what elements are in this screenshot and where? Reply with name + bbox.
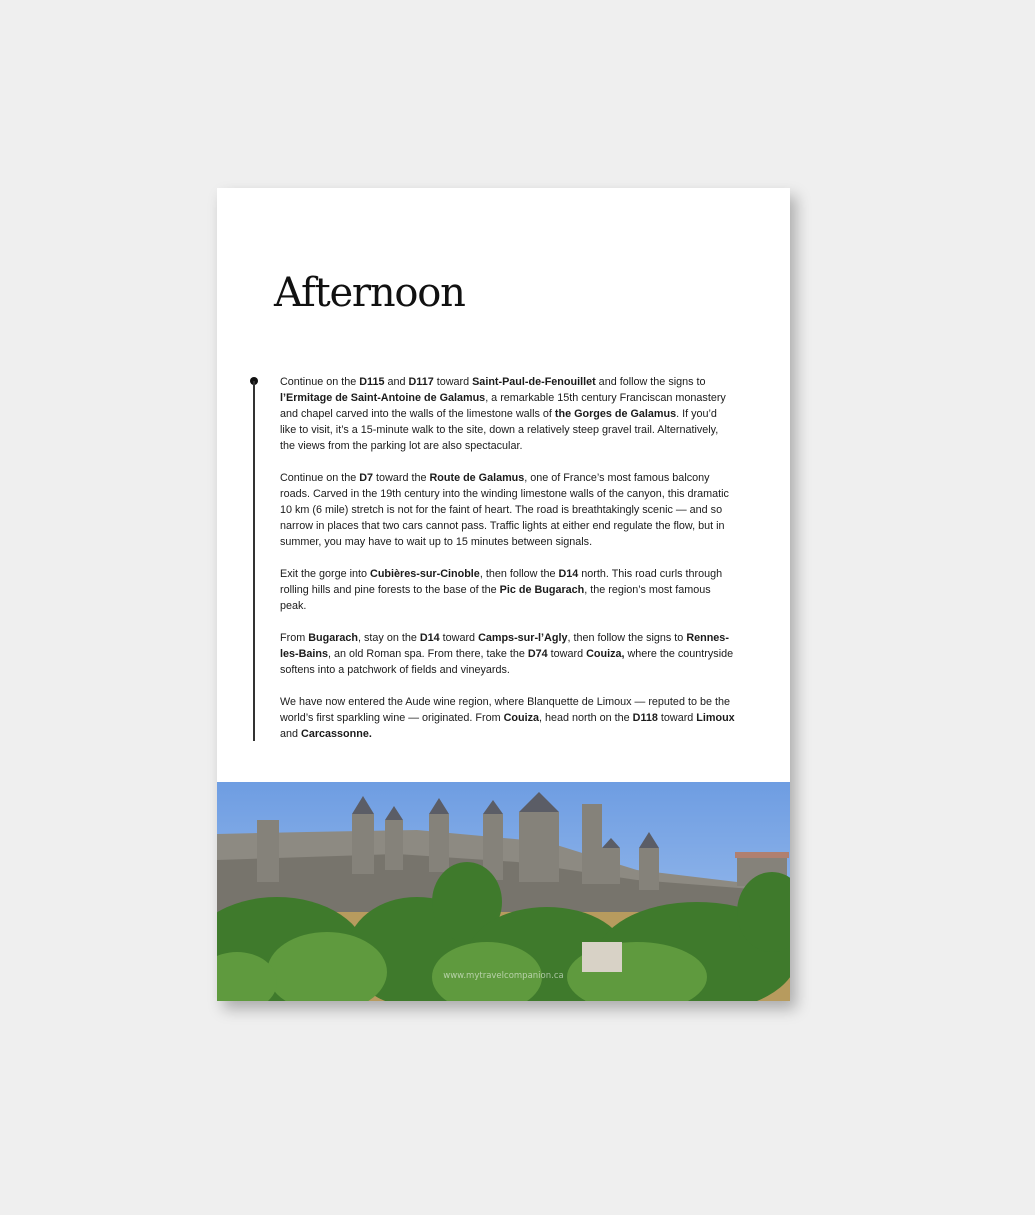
photo-watermark: www.mytravelcompanion.ca: [443, 971, 564, 981]
castle-photo: [217, 782, 790, 1001]
bold-text: D7: [359, 472, 374, 484]
bold-text: the Gorges de Galamus: [554, 408, 677, 420]
paragraph: [280, 470, 736, 550]
text-run: toward: [657, 712, 697, 724]
text-run: Continue on the: [280, 376, 360, 388]
text-run: . If you’d like to visit, it’s a 15-minute walk to the site, down a relatively steep gravel trail. Alternatively, the views from the parking lot are also spectacular.: [280, 408, 719, 452]
itinerary-text: [280, 374, 736, 758]
text-run: , the region’s most famous peak.: [280, 584, 711, 612]
text-run: toward: [433, 376, 473, 388]
paragraph: [280, 630, 736, 678]
text-run: and: [280, 728, 302, 740]
text-run: where the countryside softens into a patchwork of fields and vineyards.: [280, 648, 734, 676]
text-run: , then follow the signs to: [567, 632, 687, 644]
bold-text: Couiza,: [586, 648, 625, 660]
bold-text: Route de Galamus: [429, 472, 525, 484]
bold-text: Rennes-les-Bains: [280, 632, 729, 660]
bold-text: D74: [527, 648, 548, 660]
bold-text: Pic de Bugarach: [499, 584, 585, 596]
bold-text: Carcassonne.: [301, 728, 372, 740]
bold-text: Cubières-sur-Cinoble: [370, 568, 480, 580]
bold-text: D115: [359, 376, 385, 388]
text-run: Continue on the: [280, 472, 360, 484]
bold-text: D14: [558, 568, 579, 580]
text-run: From: [280, 632, 309, 644]
bold-text: Bugarach: [308, 632, 359, 644]
text-run: We have now entered the Aude wine region, where Blanquette de Limoux — reputed to be the world’s first sparkling wine — originated. From: [280, 696, 730, 724]
text-run: , one of France’s most famous balcony roads. Carved in the 19th century into the winding limestone walls of the canyon, this dramatic 10 km (6 mile) stretch is not for the faint of heart. The road is breathtakingly scenic — and so narrow in places that two cars cannot pass. Traffic lights at either end regulate the flow, but in summer, you may have to wait up to 15 minutes between signals.: [280, 472, 729, 548]
bold-text: D14: [419, 632, 440, 644]
timeline-line: [253, 381, 255, 741]
bold-text: Limoux: [696, 712, 735, 724]
paragraph: [280, 694, 736, 742]
text-run: , an old Roman spa. From there, take the: [328, 648, 528, 660]
text-run: north. This road curls through rolling hills and pine forests to the base of the: [280, 568, 723, 596]
bold-text: Camps-sur-l’Agly: [478, 632, 568, 644]
bold-text: l’Ermitage de Saint-Antoine de Galamus: [280, 392, 486, 404]
text-run: toward the: [373, 472, 430, 484]
document-page: [217, 188, 790, 1001]
text-run: , then follow the: [479, 568, 559, 580]
paragraph: [280, 374, 736, 454]
page-title: Afternoon: [274, 270, 465, 316]
text-run: and: [384, 376, 409, 388]
text-run: toward: [547, 648, 587, 660]
text-run: and follow the signs to: [595, 376, 706, 388]
text-run: toward: [439, 632, 479, 644]
text-run: , stay on the: [358, 632, 420, 644]
paragraph: [280, 566, 736, 614]
bold-text: D117: [408, 376, 434, 388]
text-run: , head north on the: [539, 712, 633, 724]
bold-text: Couiza: [503, 712, 540, 724]
bold-text: D118: [632, 712, 658, 724]
text-run: , a remarkable 15th century Franciscan monastery and chapel carved into the walls of the limestone walls of: [280, 392, 726, 420]
bold-text: Saint-Paul-de-Fenouillet: [472, 376, 596, 388]
text-run: Exit the gorge into: [280, 568, 371, 580]
